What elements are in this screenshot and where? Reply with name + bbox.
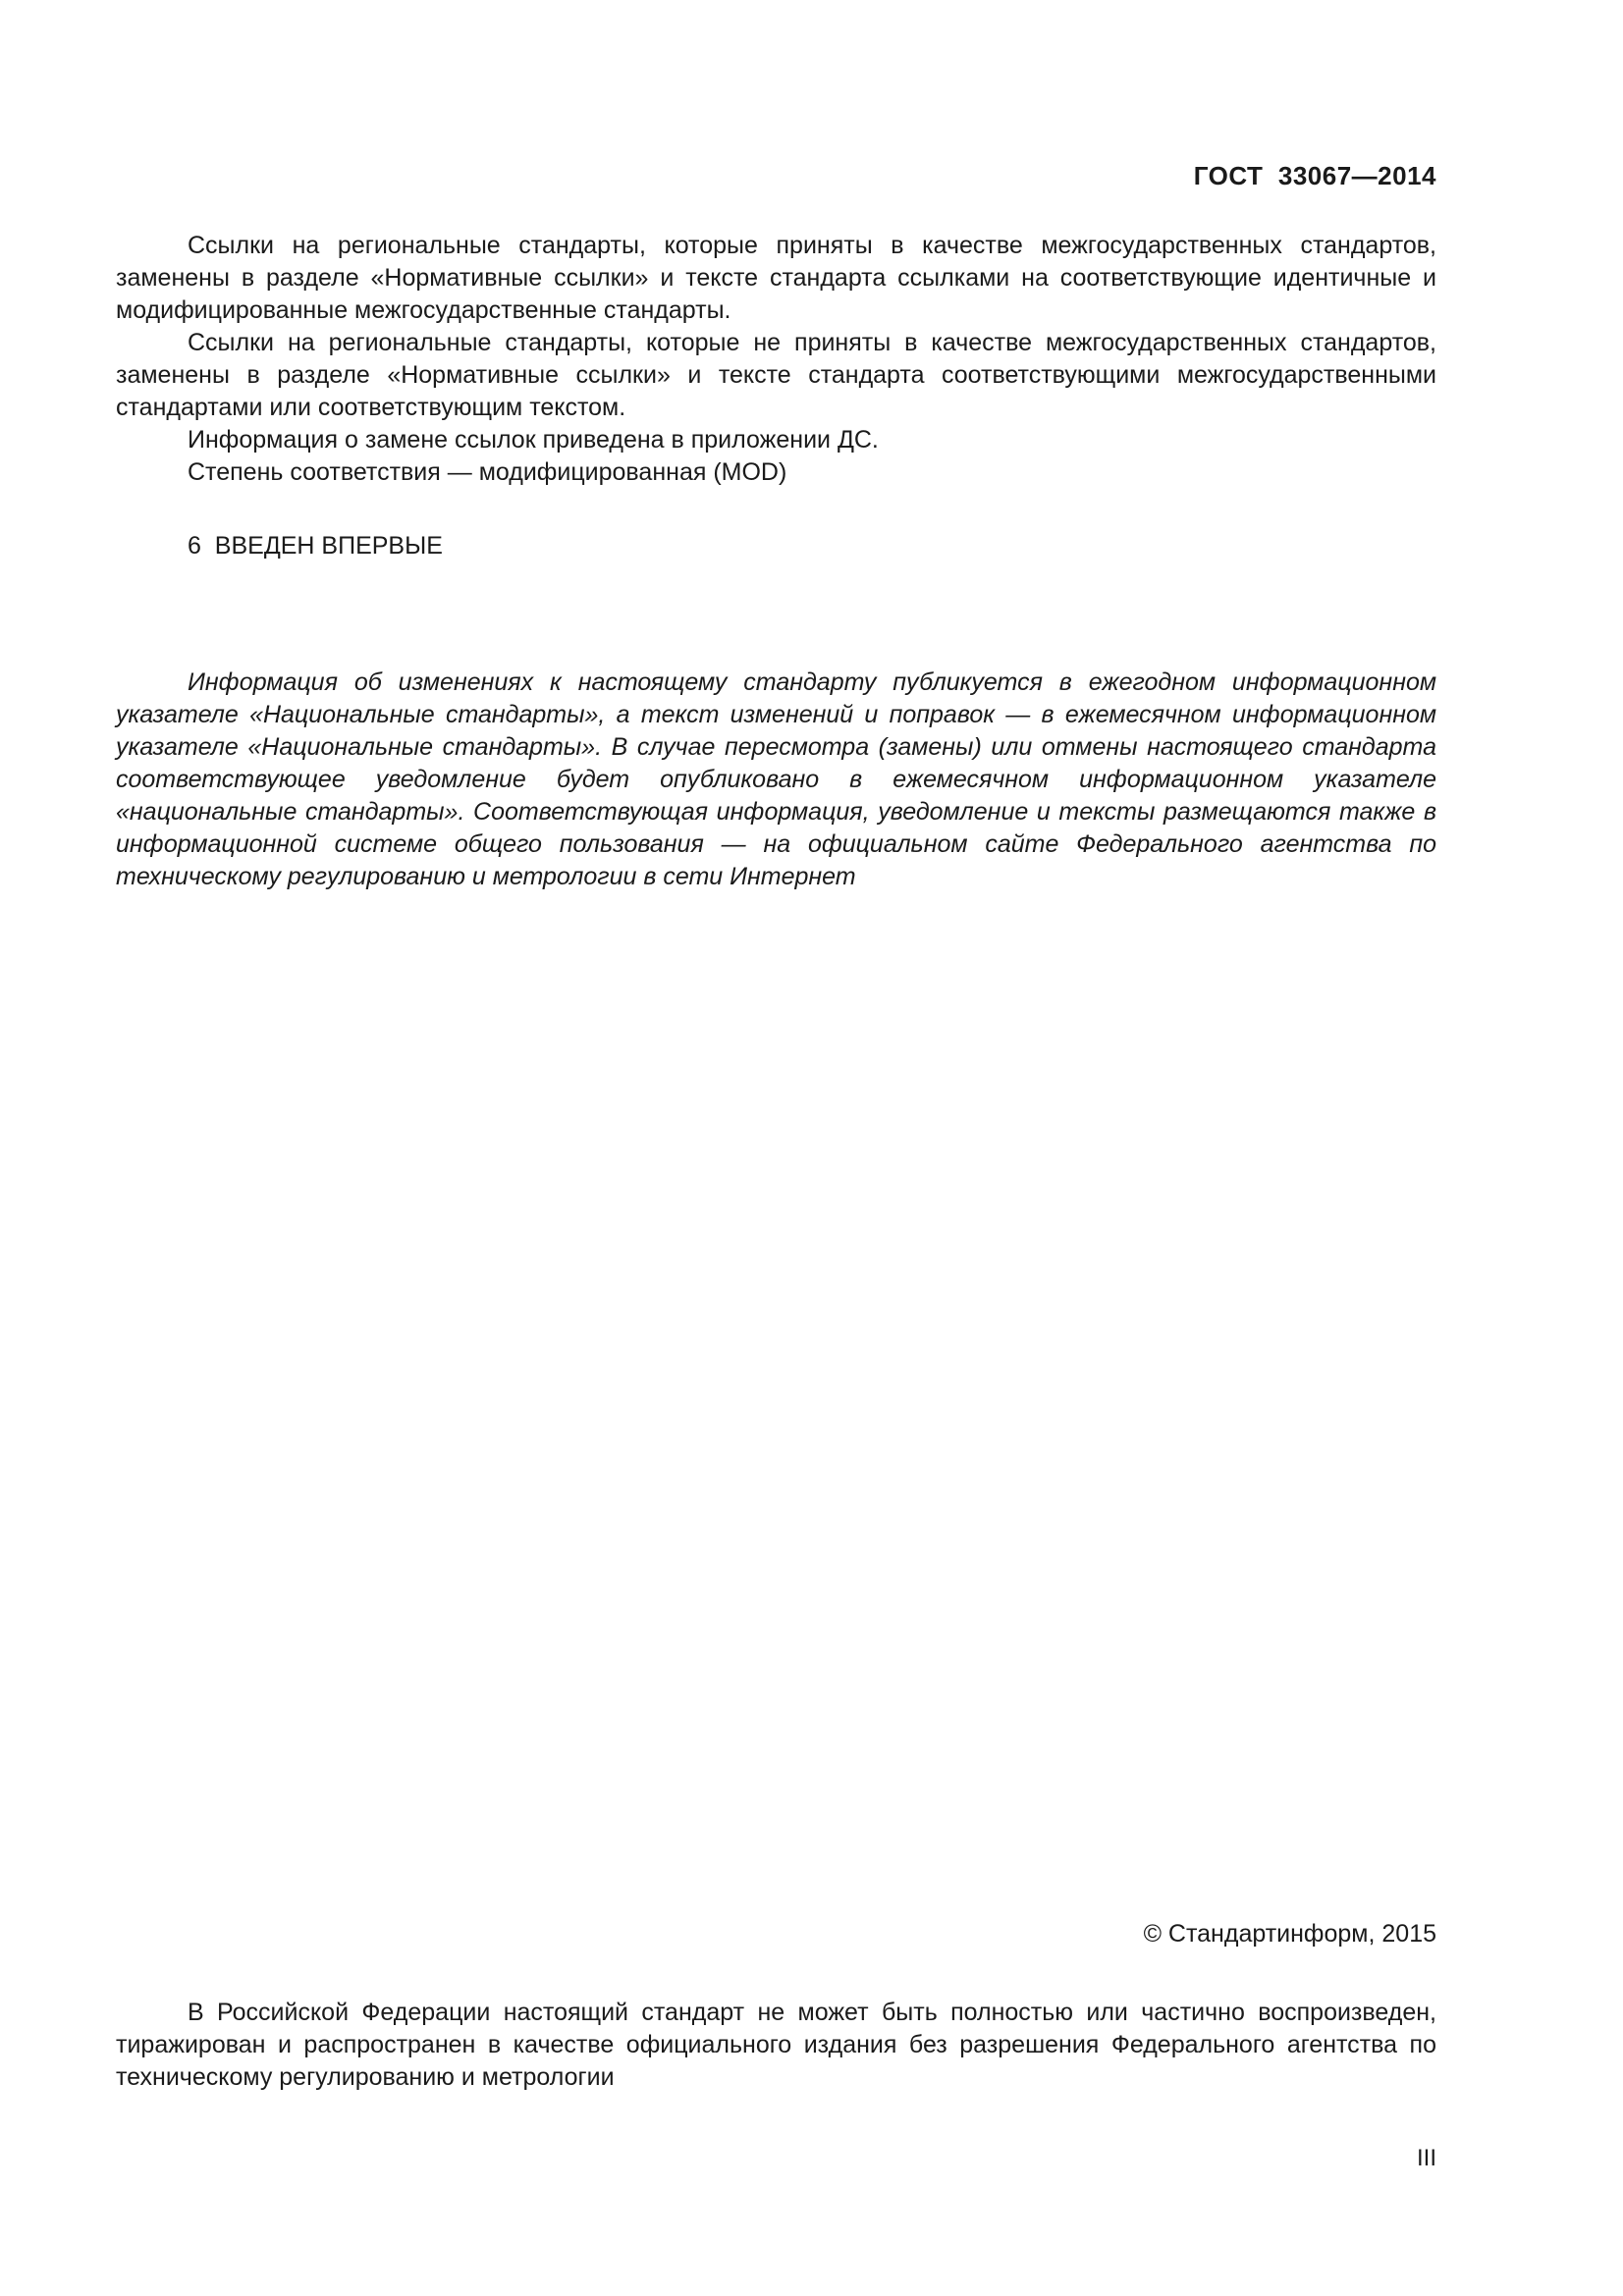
section-6-introduced: 6 ВВЕДЕН ВПЕРВЫЕ — [188, 532, 443, 560]
paragraph-replacement-info: Информация о замене ссылок приведена в приложении ДС. — [188, 426, 879, 454]
page-number: III — [1416, 2145, 1436, 2171]
reproduction-rights-paragraph: В Российской Федерации настоящий стандарт не может быть полностью или частично воспроизведен, тиражирован и распространен в качестве официального издания без разрешения Федерального агентства по техническому регулированию и метрологии — [116, 1999, 1436, 2091]
reproduction-rights-section — [116, 1997, 1436, 2094]
paragraph-regional-not-accepted: Ссылки на региональные стандарты, которые не приняты в качестве межгосударственных стандартов, заменены в разделе «Нормативные ссылки» и тексте стандарта соответствующими межгосударственными стандартами или соответствующим текстом. — [116, 329, 1436, 421]
standard-designation: ГОСТ 33067—2014 — [1193, 161, 1436, 190]
copyright-notice: © Стандартинформ, 2015 — [1143, 1920, 1436, 1948]
paragraph-regional-accepted: Ссылки на региональные стандарты, которые приняты в качестве межгосударственных стандартов, заменены в разделе «Нормативные ссылки» и тексте стандарта ссылками на соответствующие идентичные и модифицированные межгосударственные стандарты. — [116, 232, 1436, 324]
paragraph-conformity-degree: Степень соответствия — модифицированная (MOD) — [188, 458, 787, 486]
changes-info-paragraph: Информация об изменениях к настоящему стандарту публикуется в ежегодном информационном указателе «Национальные стандарты», а текст изменений и поправок — в ежемесячном информационном указателе «Национальные стандарты». В случае пересмотра (замены) или отмены настоящего стандарта соответствующее уведомление будет опубликовано в ежемесячном информационном указателе «национальные стандарты». Соответствующая информация, уведомление и тексты размещаются также в информационной системе общего пользования — на официальном сайте Федерального агентства по техническому регулированию и метрологии в сети Интернет — [116, 668, 1436, 890]
changes-info-section — [116, 667, 1436, 893]
intro-section — [116, 230, 1436, 489]
